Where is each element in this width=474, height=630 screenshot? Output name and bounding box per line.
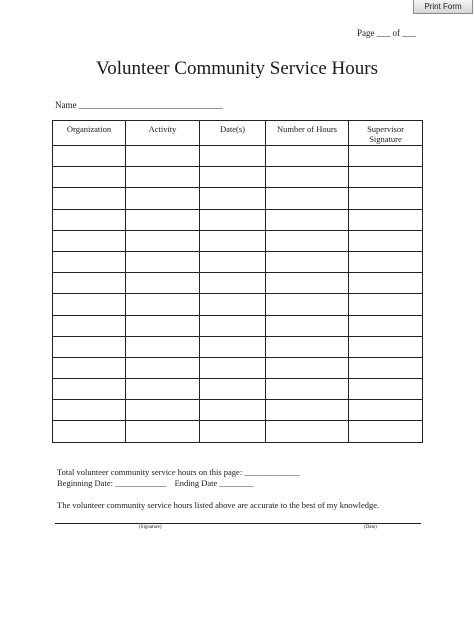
table-cell: [53, 315, 126, 336]
table-cell: [200, 421, 266, 442]
table-cell: [200, 336, 266, 357]
table-cell: [53, 421, 126, 442]
table-cell: [200, 273, 266, 294]
table-cell: [349, 273, 423, 294]
table-cell: [349, 357, 423, 378]
table-cell: [200, 400, 266, 421]
table-row: [53, 294, 423, 315]
table-cell: [126, 167, 200, 188]
print-form-button[interactable]: Print Form: [413, 0, 473, 14]
table-row: [53, 251, 423, 272]
table-cell: [266, 230, 349, 251]
table-body: [53, 146, 423, 443]
table-cell: [200, 209, 266, 230]
table-cell: [349, 230, 423, 251]
table-cell: [53, 209, 126, 230]
table-cell: [200, 167, 266, 188]
table-cell: [266, 315, 349, 336]
table-cell: [349, 251, 423, 272]
name-field: Name ________________________________: [55, 100, 223, 110]
table-cell: [349, 336, 423, 357]
table-cell: [126, 146, 200, 167]
table-cell: [126, 273, 200, 294]
table-cell: [266, 294, 349, 315]
table-cell: [126, 294, 200, 315]
header-activity: Activity: [126, 121, 200, 146]
table-cell: [349, 315, 423, 336]
table-row: [53, 273, 423, 294]
table-cell: [349, 400, 423, 421]
table-cell: [126, 209, 200, 230]
table-row: [53, 146, 423, 167]
table-cell: [349, 379, 423, 400]
dates-line: Beginning Date: ____________ Ending Date ________: [57, 478, 254, 488]
table-cell: [266, 209, 349, 230]
table-cell: [266, 273, 349, 294]
table-row: [53, 357, 423, 378]
table-cell: [200, 315, 266, 336]
table-cell: [126, 315, 200, 336]
table-cell: [266, 167, 349, 188]
table-cell: [126, 230, 200, 251]
table-row: [53, 336, 423, 357]
table-cell: [126, 379, 200, 400]
signature-rule: [55, 523, 421, 524]
table-row: [53, 421, 423, 442]
table-cell: [53, 230, 126, 251]
table-row: [53, 167, 423, 188]
table-row: [53, 400, 423, 421]
table-cell: [200, 294, 266, 315]
header-number-of-hours: Number of Hours: [266, 121, 349, 146]
header-organization: Organization: [53, 121, 126, 146]
table-header-row: [53, 121, 423, 146]
table-row: [53, 230, 423, 251]
table-row: [53, 188, 423, 209]
table-cell: [349, 146, 423, 167]
table-cell: [266, 400, 349, 421]
page-number: Page ___ of ___: [357, 28, 416, 38]
table-cell: [200, 251, 266, 272]
service-hours-table: [52, 120, 423, 443]
header-supervisor-signature: Supervisor Signature: [349, 121, 423, 146]
table-cell: [126, 400, 200, 421]
table-cell: [349, 188, 423, 209]
table-cell: [126, 357, 200, 378]
table-cell: [126, 188, 200, 209]
table-cell: [53, 146, 126, 167]
page-title: Volunteer Community Service Hours: [96, 58, 378, 79]
table-row: [53, 209, 423, 230]
table-cell: [126, 336, 200, 357]
table-cell: [266, 336, 349, 357]
table-cell: [266, 379, 349, 400]
table-cell: [349, 209, 423, 230]
table-cell: [53, 357, 126, 378]
table-cell: [266, 251, 349, 272]
table-row: [53, 379, 423, 400]
table-cell: [200, 379, 266, 400]
table-cell: [266, 188, 349, 209]
total-hours-line: Total volunteer community service hours on this page: _____________: [57, 467, 300, 477]
table-cell: [349, 167, 423, 188]
table-cell: [200, 230, 266, 251]
table-cell: [53, 251, 126, 272]
signature-caption: (Signature): [139, 525, 162, 530]
table-row: [53, 315, 423, 336]
table-cell: [126, 251, 200, 272]
table-cell: [53, 336, 126, 357]
table-cell: [266, 421, 349, 442]
table-cell: [349, 294, 423, 315]
table-cell: [200, 188, 266, 209]
header-dates: Date(s): [200, 121, 266, 146]
table-cell: [53, 400, 126, 421]
table-cell: [266, 146, 349, 167]
attestation-text: The volunteer community service hours listed above are accurate to the best of my knowledge.: [57, 500, 380, 510]
table-cell: [53, 188, 126, 209]
table-cell: [200, 146, 266, 167]
table-cell: [349, 421, 423, 442]
table-cell: [53, 273, 126, 294]
table-cell: [53, 167, 126, 188]
table-cell: [53, 379, 126, 400]
table-cell: [53, 294, 126, 315]
table-cell: [266, 357, 349, 378]
date-caption: (Date): [364, 525, 377, 530]
table-cell: [200, 357, 266, 378]
table-cell: [126, 421, 200, 442]
